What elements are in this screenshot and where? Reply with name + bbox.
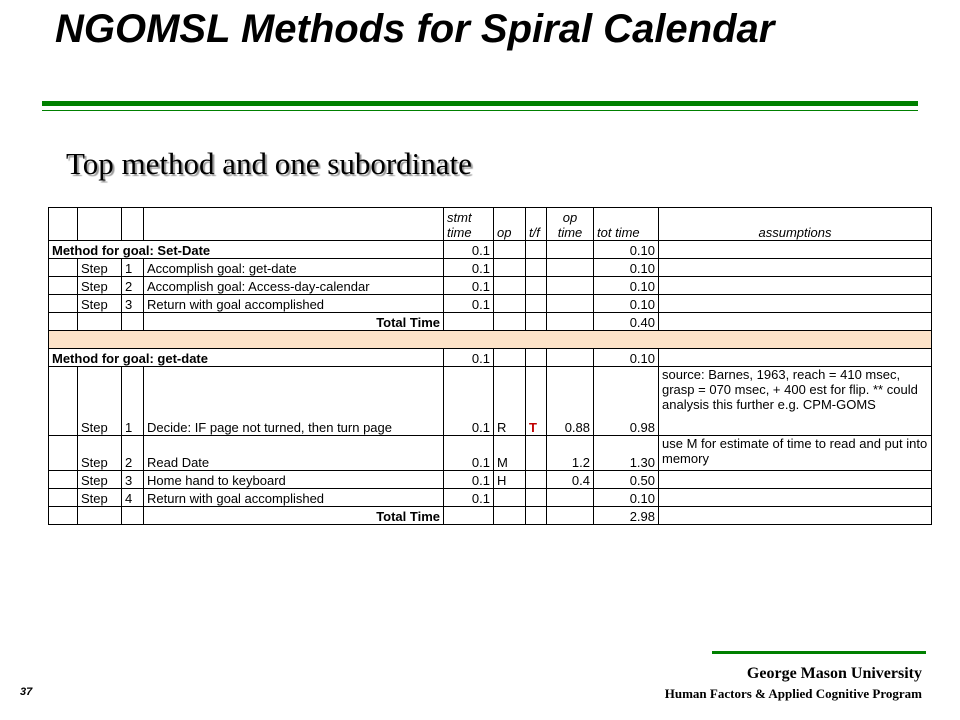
stmt-time-cell: 0.1 [444, 259, 494, 277]
header-tf: t/f [526, 208, 547, 241]
header-op-time: op time [547, 208, 594, 241]
assumption-cell [659, 349, 932, 367]
total-time-value: 2.98 [594, 507, 659, 525]
cell-empty [144, 208, 444, 241]
step-number: 1 [122, 367, 144, 436]
tot-time-cell: 0.10 [594, 241, 659, 259]
stmt-time-cell: 0.1 [444, 295, 494, 313]
slide-subtitle: Top method and one subordinate [66, 146, 472, 181]
cell-empty [49, 313, 78, 331]
step-row [49, 471, 932, 489]
assumption-cell: source: Barnes, 1963, reach = 410 msec, grasp = 070 msec, + 400 est for flip. ** could analysis this further e.g. CPM-GOMS [659, 367, 932, 436]
stmt-time-cell: 0.1 [444, 277, 494, 295]
assumption-cell: use M for estimate of time to read and put into memory [659, 436, 932, 471]
tf-cell [526, 277, 547, 295]
tf-cell [526, 259, 547, 277]
title-underline-thin [42, 110, 918, 111]
op-cell [494, 295, 526, 313]
header-row [49, 208, 932, 241]
op-time-cell [547, 241, 594, 259]
cell-empty [659, 507, 932, 525]
assumption-cell [659, 489, 932, 507]
step-row [49, 277, 932, 295]
op-cell [494, 241, 526, 259]
title-underline [42, 101, 918, 106]
step-number: 2 [122, 277, 144, 295]
footer-rule [712, 651, 926, 654]
total-row [49, 313, 932, 331]
cell-empty [49, 507, 78, 525]
tot-time-cell: 0.10 [594, 489, 659, 507]
method-label: Method for goal: get-date [49, 349, 444, 367]
cell-empty [526, 313, 547, 331]
header-tot-time: tot time [594, 208, 659, 241]
total-label: Total Time [144, 507, 444, 525]
tf-cell [526, 489, 547, 507]
op-cell: M [494, 436, 526, 471]
op-time-cell [547, 349, 594, 367]
method-label: Method for goal: Set-Date [49, 241, 444, 259]
tf-cell [526, 349, 547, 367]
header-assumptions: assumptions [659, 208, 932, 241]
cell-empty [49, 259, 78, 277]
op-cell [494, 489, 526, 507]
assumption-cell [659, 259, 932, 277]
cell-empty [49, 436, 78, 471]
assumption-cell [659, 471, 932, 489]
step-row [49, 295, 932, 313]
stmt-time-cell: 0.1 [444, 489, 494, 507]
cell-empty [547, 507, 594, 525]
stmt-time-cell: 0.1 [444, 436, 494, 471]
tf-cell [526, 471, 547, 489]
step-row [49, 489, 932, 507]
total-row [49, 507, 932, 525]
step-text: Home hand to keyboard [144, 471, 444, 489]
tot-time-cell: 0.98 [594, 367, 659, 436]
header-stmt-time: stmt time [444, 208, 494, 241]
cell-empty [49, 489, 78, 507]
step-keyword: Step [78, 489, 122, 507]
step-text: Read Date [144, 436, 444, 471]
assumption-cell [659, 295, 932, 313]
step-keyword: Step [78, 259, 122, 277]
op-time-cell: 0.88 [547, 367, 594, 436]
cell-empty [122, 313, 144, 331]
cell-empty [49, 295, 78, 313]
stmt-time-cell: 0.1 [444, 241, 494, 259]
cell-empty [547, 313, 594, 331]
tot-time-cell: 0.50 [594, 471, 659, 489]
tf-cell [526, 241, 547, 259]
step-number: 2 [122, 436, 144, 471]
cell-empty [444, 313, 494, 331]
step-text: Return with goal accomplished [144, 295, 444, 313]
ngomsl-spreadsheet [48, 207, 932, 525]
step-number: 3 [122, 295, 144, 313]
step-keyword: Step [78, 295, 122, 313]
step-number: 1 [122, 259, 144, 277]
step-number: 3 [122, 471, 144, 489]
cell-empty [49, 277, 78, 295]
method-row [49, 349, 932, 367]
cell-empty [659, 313, 932, 331]
step-number: 4 [122, 489, 144, 507]
page-number: 37 [20, 686, 33, 698]
op-time-cell [547, 489, 594, 507]
separator-row [49, 331, 932, 349]
total-label: Total Time [144, 313, 444, 331]
stmt-time-cell: 0.1 [444, 349, 494, 367]
step-text: Decide: IF page not turned, then turn page [144, 367, 444, 436]
cell-empty [122, 507, 144, 525]
step-row [49, 367, 932, 436]
university-name: George Mason University [746, 665, 922, 682]
cell-empty [49, 208, 78, 241]
cell-empty [444, 507, 494, 525]
step-text: Accomplish goal: get-date [144, 259, 444, 277]
step-keyword: Step [78, 367, 122, 436]
cell-empty [494, 507, 526, 525]
tf-cell: T [526, 367, 547, 436]
assumption-cell [659, 277, 932, 295]
tot-time-cell: 0.10 [594, 259, 659, 277]
cell-empty [49, 367, 78, 436]
step-keyword: Step [78, 436, 122, 471]
assumption-cell [659, 241, 932, 259]
op-cell: R [494, 367, 526, 436]
op-time-cell: 0.4 [547, 471, 594, 489]
op-time-cell: 1.2 [547, 436, 594, 471]
step-keyword: Step [78, 277, 122, 295]
stmt-time-cell: 0.1 [444, 367, 494, 436]
tot-time-cell: 0.10 [594, 349, 659, 367]
op-cell [494, 277, 526, 295]
cell-empty [78, 507, 122, 525]
program-name: Human Factors & Applied Cognitive Program [664, 686, 922, 701]
stmt-time-cell: 0.1 [444, 471, 494, 489]
op-cell [494, 349, 526, 367]
tot-time-cell: 0.10 [594, 295, 659, 313]
op-cell [494, 259, 526, 277]
cell-empty [78, 313, 122, 331]
op-cell: H [494, 471, 526, 489]
tf-cell [526, 436, 547, 471]
method-row [49, 241, 932, 259]
step-row [49, 259, 932, 277]
cell-empty [122, 208, 144, 241]
slide-title: NGOMSL Methods for Spiral Calendar [55, 7, 775, 51]
tf-cell [526, 295, 547, 313]
cell-empty [526, 507, 547, 525]
op-time-cell [547, 277, 594, 295]
cell-empty [494, 313, 526, 331]
separator-band [49, 331, 932, 349]
step-keyword: Step [78, 471, 122, 489]
cell-empty [78, 208, 122, 241]
header-op: op [494, 208, 526, 241]
op-time-cell [547, 295, 594, 313]
total-time-value: 0.40 [594, 313, 659, 331]
step-row [49, 436, 932, 471]
op-time-cell [547, 259, 594, 277]
cell-empty [49, 471, 78, 489]
tot-time-cell: 1.30 [594, 436, 659, 471]
step-text: Return with goal accomplished [144, 489, 444, 507]
step-text: Accomplish goal: Access-day-calendar [144, 277, 444, 295]
tot-time-cell: 0.10 [594, 277, 659, 295]
